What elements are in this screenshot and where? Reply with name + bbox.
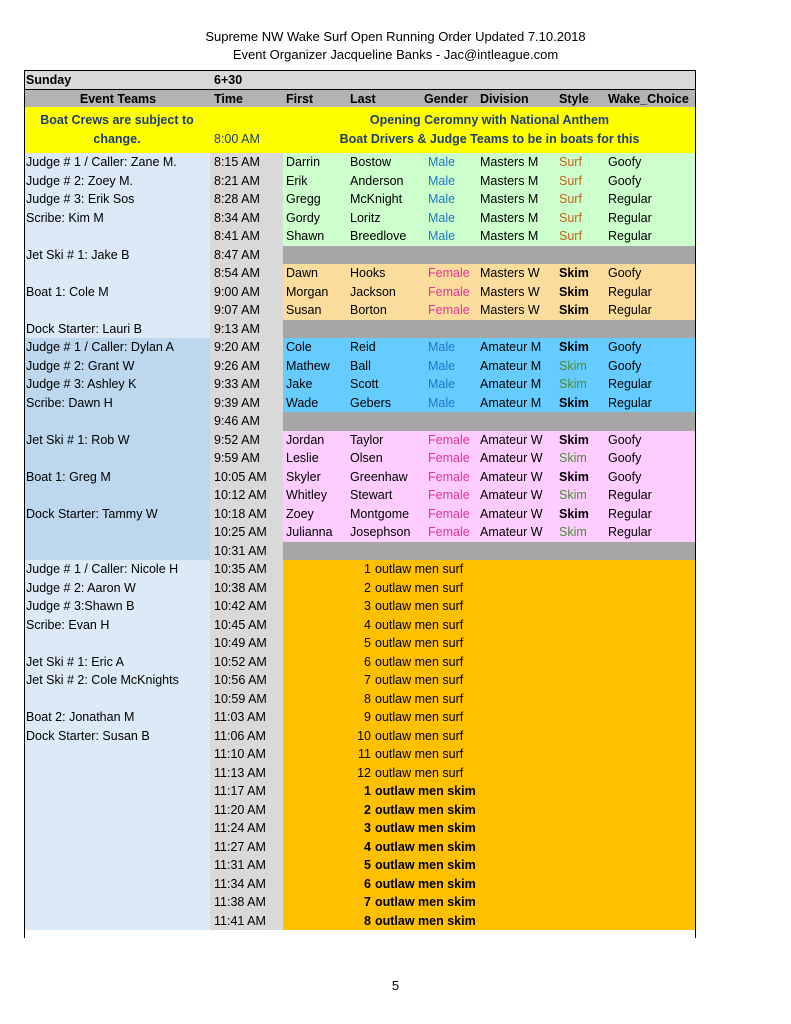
gender-cell: Female — [428, 284, 470, 299]
schedule-row — [24, 375, 696, 394]
event-team-cell — [24, 801, 210, 820]
event-team-cell: Judge # 1 / Caller: Zane M. — [24, 153, 210, 172]
time-cell: 11:38 AM — [210, 893, 283, 912]
first-name-cell: Zoey — [286, 506, 314, 521]
notice-line1: Opening Ceromny with National Anthem — [369, 113, 610, 127]
wake-choice-cell: Goofy — [608, 451, 642, 465]
time-cell: 8:34 AM — [210, 209, 283, 228]
time-cell: 9:46 AM — [210, 412, 283, 431]
time-cell: 8:21 AM — [210, 172, 283, 191]
gender-cell: Female — [428, 451, 470, 465]
first-name-cell: Wade — [286, 395, 319, 410]
gender-cell: Female — [428, 469, 470, 484]
first-name-cell: Skyler — [286, 469, 321, 484]
division-cell: Masters W — [480, 284, 540, 299]
event-team-cell: Judge # 3:Shawn B — [24, 597, 210, 616]
column-header-row — [24, 89, 696, 110]
heat-number: 8 — [364, 691, 371, 706]
col-event-teams: Event Teams — [79, 91, 157, 106]
gender-cell: Female — [428, 506, 470, 521]
last-name-cell: Josephson — [350, 525, 411, 539]
style-cell: Surf — [559, 192, 582, 206]
organizer-line: Event Organizer Jacqueline Banks - Jac@intleague.com — [232, 47, 559, 62]
time-cell: 10:12 AM — [210, 486, 283, 505]
event-team-cell: Boat 1: Greg M — [24, 468, 210, 487]
first-name-cell: Erik — [286, 173, 308, 188]
event-team-cell: Dock Starter: Susan B — [24, 727, 210, 746]
schedule-row — [24, 579, 696, 598]
heat-number: 4 — [364, 839, 371, 854]
schedule-row — [24, 856, 696, 875]
event-team-cell: Scribe: Kim M — [24, 209, 210, 228]
style-cell: Skim — [559, 395, 589, 410]
col-last: Last — [350, 91, 376, 106]
col-gender: Gender — [424, 91, 468, 106]
time-cell: 10:25 AM — [210, 523, 283, 542]
first-name-cell: Shawn — [286, 229, 325, 243]
style-cell: Skim — [559, 377, 587, 391]
last-name-cell: Breedlove — [350, 229, 407, 243]
time-cell: 10:38 AM — [210, 579, 283, 598]
last-name-cell: Jackson — [350, 284, 396, 299]
gender-cell: Male — [428, 340, 456, 354]
division-cell: Amateur W — [480, 432, 543, 447]
time-cell: 9:13 AM — [210, 320, 283, 339]
style-cell: Skim — [559, 525, 587, 539]
style-cell: Skim — [559, 358, 587, 373]
schedule-row — [24, 357, 696, 376]
last-name-cell: Loritz — [350, 210, 381, 225]
first-name-cell: Whitley — [286, 488, 327, 502]
style-cell: Skim — [559, 451, 587, 465]
heat-label: outlaw men surf — [375, 580, 464, 595]
wake-choice-cell: Goofy — [608, 432, 642, 447]
event-team-cell: Scribe: Dawn H — [24, 394, 210, 413]
schedule-row — [24, 893, 696, 912]
schedule-row — [24, 764, 696, 783]
gender-cell: Female — [428, 303, 470, 317]
schedule-row — [24, 838, 696, 857]
time-cell: 8:41 AM — [210, 227, 283, 246]
time-cell: 10:18 AM — [210, 505, 283, 524]
col-time: Time — [214, 91, 243, 106]
event-team-cell — [24, 542, 210, 561]
event-team-cell: Judge # 1 / Caller: Dylan A — [24, 338, 210, 357]
event-team-cell: Boat 2: Jonathan M — [24, 708, 210, 727]
division-cell: Masters M — [480, 192, 539, 206]
last-name-cell: Ball — [350, 358, 371, 373]
wake-choice-cell: Regular — [608, 284, 652, 299]
time-cell: 10:31 AM — [210, 542, 283, 561]
event-team-cell — [24, 301, 210, 320]
time-cell: 11:24 AM — [210, 819, 283, 838]
row-fill — [283, 412, 696, 431]
gender-cell: Male — [428, 210, 456, 225]
time-cell: 8:15 AM — [210, 153, 283, 172]
notice-left-line2: change. — [93, 132, 141, 146]
row-fill — [283, 542, 696, 561]
time-cell: 11:20 AM — [210, 801, 283, 820]
last-name-cell: Gebers — [350, 395, 391, 410]
time-cell: 11:06 AM — [210, 727, 283, 746]
heat-label: outlaw men surf — [375, 673, 464, 687]
event-team-cell — [24, 764, 210, 783]
wake-choice-cell: Regular — [608, 229, 652, 243]
schedule-row — [24, 394, 696, 413]
heat-label: outlaw men surf — [375, 636, 464, 650]
heat-number: 1 — [364, 562, 371, 576]
schedule-row — [24, 690, 696, 709]
break-row — [24, 320, 696, 339]
event-team-cell: Judge # 2: Grant W — [24, 357, 210, 376]
time-cell: 10:45 AM — [210, 616, 283, 635]
division-cell: Masters M — [480, 210, 539, 225]
first-name-cell: Cole — [286, 340, 312, 354]
schedule-row — [24, 449, 696, 468]
schedule-row — [24, 819, 696, 838]
time-cell: 9:33 AM — [210, 375, 283, 394]
schedule-row — [24, 616, 696, 635]
first-name-cell: Darrin — [286, 155, 321, 169]
event-team-cell — [24, 893, 210, 912]
wake-choice-cell: Goofy — [608, 340, 642, 354]
heat-label: outlaw men surf — [375, 617, 464, 632]
schedule-row — [24, 745, 696, 764]
time-cell: 8:47 AM — [210, 246, 283, 265]
notice-time: 8:00 AM — [214, 132, 260, 146]
time-cell: 11:17 AM — [210, 782, 283, 801]
event-team-cell: Dock Starter: Tammy W — [24, 505, 210, 524]
division-cell: Masters M — [480, 173, 539, 188]
style-cell: Surf — [559, 155, 582, 169]
day-label: Sunday — [26, 73, 72, 87]
time-cell: 10:05 AM — [210, 468, 283, 487]
schedule-row — [24, 523, 696, 542]
time-cell: 10:42 AM — [210, 597, 283, 616]
gender-cell: Female — [428, 432, 470, 447]
division-cell: Masters W — [480, 303, 540, 317]
style-cell: Skim — [559, 303, 589, 317]
wake-choice-cell: Regular — [608, 395, 652, 410]
division-cell: Amateur M — [480, 395, 542, 410]
gender-cell: Female — [428, 488, 470, 502]
heat-label: outlaw men skim — [375, 895, 476, 909]
event-team-cell — [24, 264, 210, 283]
break-row — [24, 412, 696, 431]
heat-label: outlaw men surf — [375, 710, 464, 724]
division-cell: Amateur W — [480, 451, 543, 465]
last-name-cell: Bostow — [350, 155, 391, 169]
last-name-cell: Scott — [350, 377, 379, 391]
schedule-row — [24, 468, 696, 487]
time-cell: 9:20 AM — [210, 338, 283, 357]
heat-number: 12 — [357, 765, 371, 780]
last-name-cell: Reid — [350, 340, 376, 354]
time-cell: 9:59 AM — [210, 449, 283, 468]
heat-number: 4 — [364, 617, 371, 632]
col-wake-choice: Wake_Choice — [608, 91, 689, 106]
event-team-cell — [24, 412, 210, 431]
last-name-cell: McKnight — [350, 192, 403, 206]
style-cell: Skim — [559, 432, 589, 447]
schedule-row — [24, 801, 696, 820]
event-team-cell — [24, 912, 210, 931]
day-value: 6+30 — [214, 73, 243, 87]
event-team-cell: Jet Ski # 2: Cole McKnights — [24, 671, 210, 690]
first-name-cell: Jordan — [286, 432, 325, 447]
heat-number: 8 — [364, 913, 371, 928]
schedule-row — [24, 782, 696, 801]
wake-choice-cell: Regular — [608, 377, 652, 391]
style-cell: Skim — [559, 469, 589, 484]
gender-cell: Male — [428, 395, 456, 410]
heat-number: 7 — [364, 895, 371, 909]
heat-number: 1 — [364, 784, 371, 798]
heat-label: outlaw men skim — [375, 821, 476, 835]
time-cell: 9:07 AM — [210, 301, 283, 320]
heat-label: outlaw men surf — [375, 765, 464, 780]
first-name-cell: Dawn — [286, 266, 318, 280]
schedule-row — [24, 708, 696, 727]
event-team-cell — [24, 745, 210, 764]
time-cell: 11:13 AM — [210, 764, 283, 783]
time-cell: 11:31 AM — [210, 856, 283, 875]
notice-line2: Boat Drivers & Judge Teams to be in boats for this — [339, 132, 640, 146]
event-team-cell: Judge # 1 / Caller: Nicole H — [24, 560, 210, 579]
event-team-cell: Judge # 3: Ashley K — [24, 375, 210, 394]
heat-label: outlaw men surf — [375, 599, 464, 613]
schedule-row — [24, 634, 696, 653]
time-cell: 10:49 AM — [210, 634, 283, 653]
first-name-cell: Leslie — [286, 451, 319, 465]
wake-choice-cell: Regular — [608, 525, 652, 539]
notice-left-line1: Boat Crews are subject to — [40, 113, 194, 127]
first-name-cell: Jake — [286, 377, 313, 391]
event-team-cell: Jet Ski # 1: Eric A — [24, 653, 210, 672]
time-cell: 11:03 AM — [210, 708, 283, 727]
wake-choice-cell: Regular — [608, 488, 652, 502]
page-number: 5 — [391, 978, 400, 993]
event-team-cell: Dock Starter: Lauri B — [24, 320, 210, 339]
heat-label: outlaw men skim — [375, 876, 476, 891]
time-cell: 9:52 AM — [210, 431, 283, 450]
time-cell: 10:56 AM — [210, 671, 283, 690]
heat-label: outlaw men skim — [375, 802, 476, 817]
style-cell: Skim — [559, 488, 587, 502]
schedule-row — [24, 727, 696, 746]
division-cell: Amateur W — [480, 525, 543, 539]
style-cell: Skim — [559, 506, 589, 521]
schedule-row — [24, 875, 696, 894]
division-cell: Amateur M — [480, 377, 542, 391]
event-team-cell — [24, 875, 210, 894]
event-team-cell: Judge # 2: Aaron W — [24, 579, 210, 598]
style-cell: Surf — [559, 229, 582, 243]
wake-choice-cell: Goofy — [608, 358, 642, 373]
wake-choice-cell: Goofy — [608, 173, 642, 188]
last-name-cell: Olsen — [350, 451, 383, 465]
gender-cell: Male — [428, 192, 456, 206]
col-division: Division — [480, 91, 529, 106]
heat-number: 5 — [364, 636, 371, 650]
event-team-cell — [24, 690, 210, 709]
last-name-cell: Anderson — [350, 173, 404, 188]
heat-number: 10 — [357, 728, 371, 743]
last-name-cell: Greenhaw — [350, 469, 408, 484]
event-team-cell — [24, 838, 210, 857]
heat-number: 7 — [364, 673, 371, 687]
style-cell: Skim — [559, 266, 589, 280]
time-cell: 10:35 AM — [210, 560, 283, 579]
wake-choice-cell: Regular — [608, 192, 652, 206]
gender-cell: Male — [428, 155, 456, 169]
division-cell: Amateur W — [480, 469, 543, 484]
last-name-cell: Taylor — [350, 432, 384, 447]
heat-number: 6 — [364, 654, 371, 669]
first-name-cell: Julianna — [286, 525, 333, 539]
first-name-cell: Gregg — [286, 192, 321, 206]
heat-label: outlaw men surf — [375, 562, 464, 576]
division-cell: Amateur M — [480, 358, 542, 373]
time-cell: 10:59 AM — [210, 690, 283, 709]
schedule-row — [24, 912, 696, 931]
schedule-row — [24, 227, 696, 246]
time-cell: 8:28 AM — [210, 190, 283, 209]
col-first: First — [286, 91, 314, 106]
heat-label: outlaw men surf — [375, 654, 464, 669]
gender-cell: Male — [428, 377, 456, 391]
schedule-row — [24, 671, 696, 690]
wake-choice-cell: Regular — [608, 506, 652, 521]
schedule-row — [24, 338, 696, 357]
division-cell: Masters W — [480, 266, 540, 280]
notice-block — [24, 107, 696, 153]
schedule-row — [24, 301, 696, 320]
heat-label: outlaw men surf — [375, 728, 464, 743]
event-team-cell: Jet Ski # 1: Rob W — [24, 431, 210, 450]
row-fill — [283, 320, 696, 339]
wake-choice-cell: Goofy — [608, 155, 642, 169]
event-team-cell — [24, 634, 210, 653]
schedule-row — [24, 190, 696, 209]
schedule-row — [24, 283, 696, 302]
style-cell: Surf — [559, 173, 582, 188]
heat-label: outlaw men skim — [375, 839, 476, 854]
gender-cell: Male — [428, 229, 456, 243]
style-cell: Surf — [559, 210, 582, 225]
schedule-row — [24, 486, 696, 505]
time-cell: 10:52 AM — [210, 653, 283, 672]
division-cell: Masters M — [480, 229, 539, 243]
gender-cell: Male — [428, 173, 456, 188]
gender-cell: Female — [428, 525, 470, 539]
heat-label: outlaw men skim — [375, 858, 476, 872]
heat-label: outlaw men skim — [375, 913, 476, 928]
event-team-cell: Boat 1: Cole M — [24, 283, 210, 302]
wake-choice-cell: Goofy — [608, 266, 642, 280]
time-cell: 11:34 AM — [210, 875, 283, 894]
gender-cell: Male — [428, 358, 456, 373]
document-title: Supreme NW Wake Surf Open Running Order Updated 7.10.2018 — [205, 29, 586, 44]
heat-number: 5 — [364, 858, 371, 872]
schedule-row — [24, 431, 696, 450]
first-name-cell: Mathew — [286, 358, 330, 373]
heat-number: 3 — [364, 599, 371, 613]
last-name-cell: Borton — [350, 303, 387, 317]
heat-number: 3 — [364, 821, 371, 835]
time-cell: 11:41 AM — [210, 912, 283, 931]
schedule-row — [24, 560, 696, 579]
heat-number: 9 — [364, 710, 371, 724]
event-team-cell: Judge # 3: Erik Sos — [24, 190, 210, 209]
wake-choice-cell: Goofy — [608, 469, 642, 484]
schedule-row — [24, 264, 696, 283]
schedule-row — [24, 653, 696, 672]
heat-label: outlaw men skim — [375, 784, 476, 798]
day-row — [24, 70, 696, 90]
time-cell: 9:00 AM — [210, 283, 283, 302]
event-team-cell — [24, 856, 210, 875]
heat-label: outlaw men surf — [375, 691, 464, 706]
schedule-row — [24, 172, 696, 191]
time-cell: 9:39 AM — [210, 394, 283, 413]
wake-choice-cell: Regular — [608, 303, 652, 317]
col-style: Style — [559, 91, 589, 106]
schedule-row — [24, 153, 696, 172]
wake-choice-cell: Regular — [608, 210, 652, 225]
break-row — [24, 246, 696, 265]
heat-number: 6 — [364, 876, 371, 891]
style-cell: Skim — [559, 284, 589, 299]
schedule-row — [24, 597, 696, 616]
heat-label: outlaw men surf — [375, 747, 464, 761]
time-cell: 8:54 AM — [210, 264, 283, 283]
event-team-cell: Jet Ski # 1: Jake B — [24, 246, 210, 265]
last-name-cell: Stewart — [350, 488, 393, 502]
division-cell: Amateur W — [480, 506, 543, 521]
time-cell: 11:27 AM — [210, 838, 283, 857]
time-cell: 11:10 AM — [210, 745, 283, 764]
time-cell: 9:26 AM — [210, 357, 283, 376]
style-cell: Skim — [559, 340, 589, 354]
event-team-cell — [24, 449, 210, 468]
event-team-cell — [24, 227, 210, 246]
event-team-cell: Scribe: Evan H — [24, 616, 210, 635]
gender-cell: Female — [428, 266, 470, 280]
first-name-cell: Susan — [286, 303, 322, 317]
schedule-row — [24, 209, 696, 228]
division-cell: Amateur W — [480, 488, 543, 502]
event-team-cell — [24, 523, 210, 542]
heat-number: 11 — [358, 747, 371, 761]
event-team-cell: Judge # 2: Zoey M. — [24, 172, 210, 191]
first-name-cell: Gordy — [286, 210, 321, 225]
last-name-cell: Hooks — [350, 266, 386, 280]
division-cell: Masters M — [480, 155, 539, 169]
first-name-cell: Morgan — [286, 284, 329, 299]
heat-number: 2 — [364, 802, 371, 817]
division-cell: Amateur M — [480, 340, 542, 354]
break-row — [24, 542, 696, 561]
schedule-row — [24, 505, 696, 524]
last-name-cell: Montgome — [350, 506, 410, 521]
heat-number: 2 — [364, 580, 371, 595]
row-fill — [283, 246, 696, 265]
event-team-cell — [24, 782, 210, 801]
event-team-cell — [24, 819, 210, 838]
event-team-cell — [24, 486, 210, 505]
